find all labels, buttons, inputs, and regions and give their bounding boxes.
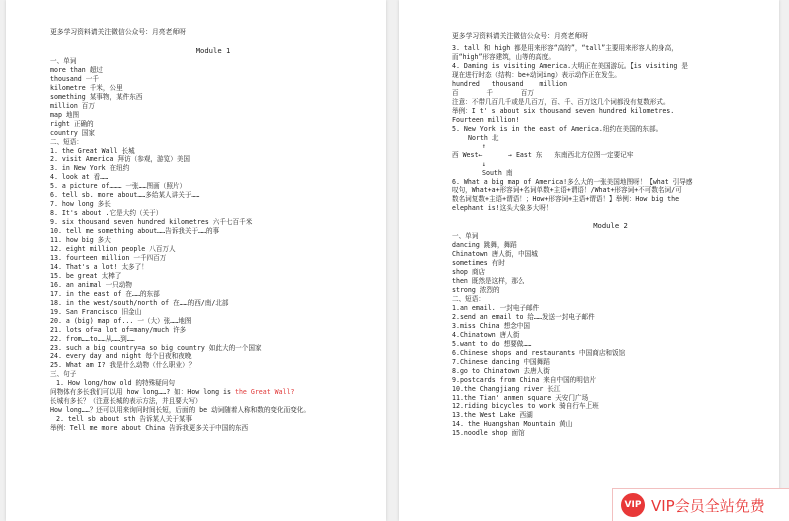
list-item: 14. the Huangshan Mountain 黄山 — [452, 420, 573, 429]
compass-east: → East 东 东南西北方位图一定要记牢 — [508, 150, 634, 159]
list-item: 13.the West Lake 西湖 — [452, 411, 533, 420]
list-item: 3. in New York 在纽约 — [50, 164, 130, 173]
text-line: 6. What a big map of America!多么大的一张美国地图呀！【what 引导感 — [452, 177, 693, 186]
arrow-down-icon: ↓ — [482, 159, 486, 168]
list-item: 15.noodle shop 面馆 — [452, 429, 525, 438]
module-title: Module 1 — [195, 46, 231, 55]
text-line: 叹句，What+a+形容词+名词单数+主语+谓语！/What+形容词+不可数名词/可 — [452, 186, 682, 195]
text-line: 百 千 百万 — [452, 88, 534, 97]
list-item: 23. such a big country=a so big country 如此大的一个国家 — [50, 343, 262, 352]
section-heading: 二、短语： — [50, 137, 83, 146]
text-line: 而“high”形容建筑，山等的高度。 — [452, 52, 555, 61]
list-item: something 某事物，某件东西 — [50, 92, 143, 101]
sentence-text: 长城有多长？（注意长城的表示方法，并且要大写） — [50, 397, 202, 406]
list-item: more than 超过 — [50, 65, 103, 74]
text-line: 4. Daming is visiting America.大明正在美国游玩。【is visiting 是 — [452, 61, 688, 70]
list-item: 10.the Changjiang river 长江 — [452, 384, 561, 393]
list-item: sometimes 有时 — [452, 259, 505, 268]
list-item: country 国家 — [50, 128, 95, 137]
compass-west: 西 West← — [452, 150, 483, 159]
sentence-text — [50, 388, 376, 397]
list-item: 15. be great 太棒了 — [50, 271, 122, 280]
compass-south: South 南 — [482, 168, 513, 177]
list-item: 19. San Francisco 旧金山 — [50, 307, 142, 316]
list-item: 6. tell sb. more about……多给某人讲关于…… — [50, 191, 200, 200]
highlight-text: the Great Wall? — [234, 388, 295, 397]
text-line: 3. tall 和 high 都是用来形容“高的”，“tall”主要用来形容人的身高， — [452, 44, 678, 52]
compass-diagram — [452, 134, 769, 178]
list-item: 12. eight million people 八百万人 — [50, 245, 176, 254]
phrase-list — [452, 304, 769, 438]
module-title: Module 2 — [593, 221, 628, 231]
list-item: 4. look at 看…… — [50, 173, 109, 182]
section-heading: 一、单词 — [452, 232, 479, 241]
list-item: 5.want to do 想要做…… — [452, 339, 532, 348]
list-item: 11. how big 多大 — [50, 236, 111, 245]
list-item: 3.miss China 想念中国 — [452, 321, 530, 330]
sentence-item: 1. How long/how old 的特殊疑问句 — [56, 379, 175, 388]
list-item: 17. in the east of 在……的东部 — [50, 289, 160, 298]
phrase-list — [50, 147, 376, 371]
list-item: 9. six thousand seven hundred kilometres 六千七百千米 — [50, 218, 253, 227]
text-line: hundred thousand million — [452, 79, 568, 88]
list-item: then 既然是这样，那么 — [452, 277, 525, 286]
list-item: 20. a (big) map of... 一（大）张……地图 — [50, 316, 192, 325]
text-line: elephant is!这头大象多大呀！ — [452, 204, 553, 213]
list-item: 18. in the west/south/north of 在……的西/南/北部 — [50, 298, 229, 307]
list-item: thousand 一千 — [50, 74, 99, 83]
list-item: kilometre 千米，公里 — [50, 83, 123, 92]
notes-block — [452, 178, 769, 214]
text-line: 数名词复数+主语+谓语！；How+形容词+主语+谓语！】举例：How big the — [452, 195, 680, 204]
list-item: right 正确的 — [50, 119, 94, 128]
list-item: strong 浓烈的 — [452, 286, 500, 295]
page-header: 更多学习资料请关注微信公众号：月亮老师呀 — [452, 32, 588, 40]
vocab-list — [50, 66, 376, 138]
list-item: 24. every day and night 每个日夜和夜晚 — [50, 352, 192, 361]
list-item: 8. It's about .它是大约（关于） — [50, 209, 163, 218]
page-header: 更多学习资料请关注微信公众号：月亮老师呀 — [50, 28, 186, 36]
text-line: Fourteen million! — [452, 115, 520, 124]
list-item: 7. how long 多长 — [50, 200, 111, 209]
compass-north: North 北 — [468, 133, 499, 142]
document-page-left — [6, 0, 386, 521]
list-item: 8.go to Chinatown 去唐人街 — [452, 366, 550, 375]
list-item: 13. fourteen million 一千四百万 — [50, 253, 167, 262]
document-page-right — [399, 0, 779, 521]
vip-icon: VIP — [621, 493, 645, 517]
list-item: map 地图 — [50, 110, 80, 119]
list-item: 2. visit America 拜访（参观，游览）美国 — [50, 155, 191, 164]
section-heading: 一、单词 — [50, 57, 77, 65]
list-item: 6.Chinese shops and restaurants 中国商店和饭馆 — [452, 348, 626, 357]
list-item: shop 商店 — [452, 268, 486, 277]
vip-promo-text: VIP会员全站免费 — [651, 496, 765, 515]
section-heading: 二、短语： — [452, 295, 485, 304]
list-item: 4.Chinatown 唐人街 — [452, 330, 520, 339]
list-item: 7.Chinese dancing 中国舞蹈 — [452, 357, 550, 366]
list-item: million 百万 — [50, 101, 95, 110]
list-item: 16. an animal 一只动物 — [50, 280, 132, 289]
sentence-text: How long……？还可以用来询问时间长短，后面的 be 动词随着人称和数的变化而变化。 — [50, 406, 310, 415]
list-item: 12.riding bicycles to work 骑自行车上班 — [452, 402, 599, 411]
list-item: 1. the Great Wall 长城 — [50, 146, 135, 155]
text-line: 现在进行时态（结构：be+动词ing）表示动作正在发生。 — [452, 70, 621, 79]
list-item: 22. from……to……从……到…… — [50, 334, 135, 343]
sentence-item: 2. tell sb about sth 告诉某人关于某事 — [56, 415, 193, 424]
list-item: dancing 跳舞，舞蹈 — [452, 241, 517, 250]
text-line: 注意：不带几百几千或是几百万，百、千、百万这几个词都没有复数形式。 — [452, 97, 670, 106]
list-item: 1.an email. 一封电子邮件 — [452, 303, 540, 312]
list-item: 5. a picture of……… 一张……图画（照片） — [50, 182, 187, 191]
sentence-text-part: 问物体有多长我们可以用 how long……? 如：How long is — [50, 388, 235, 397]
list-item: 14. That's a lot! 太多了！ — [50, 262, 148, 271]
list-item: 2.send an email to 给……发送一封电子邮件 — [452, 312, 595, 321]
text-line: 举例：I t' s about six thousand seven hundred kilometres. — [452, 106, 675, 115]
list-item: 10. tell me something about……告诉我关于……的事 — [50, 227, 220, 236]
vip-promo-banner[interactable] — [612, 488, 789, 521]
sentence-text: 举例：Tell me more about China 告诉我更多关于中国的东西 — [50, 424, 249, 433]
list-item: 11.the Tian' anmen square 天安门广场_ — [452, 393, 593, 402]
list-item: Chinatown 唐人街，中国城 — [452, 250, 538, 259]
text-line: 5. New York is in the east of America.纽约在美国的东部。 — [452, 124, 663, 133]
vocab-list — [452, 241, 769, 295]
section-heading: 三、句子 — [50, 370, 77, 379]
list-item: 25. What am I? 我是什么动物（什么职业）？ — [50, 361, 196, 370]
list-item: 21. lots of=a lot of=many/much 许多 — [50, 325, 187, 334]
list-item: 9.postcards from China 来自中国的明信片 — [452, 375, 597, 384]
arrow-up-icon: ↑ — [482, 141, 486, 150]
notes-block — [452, 44, 769, 134]
